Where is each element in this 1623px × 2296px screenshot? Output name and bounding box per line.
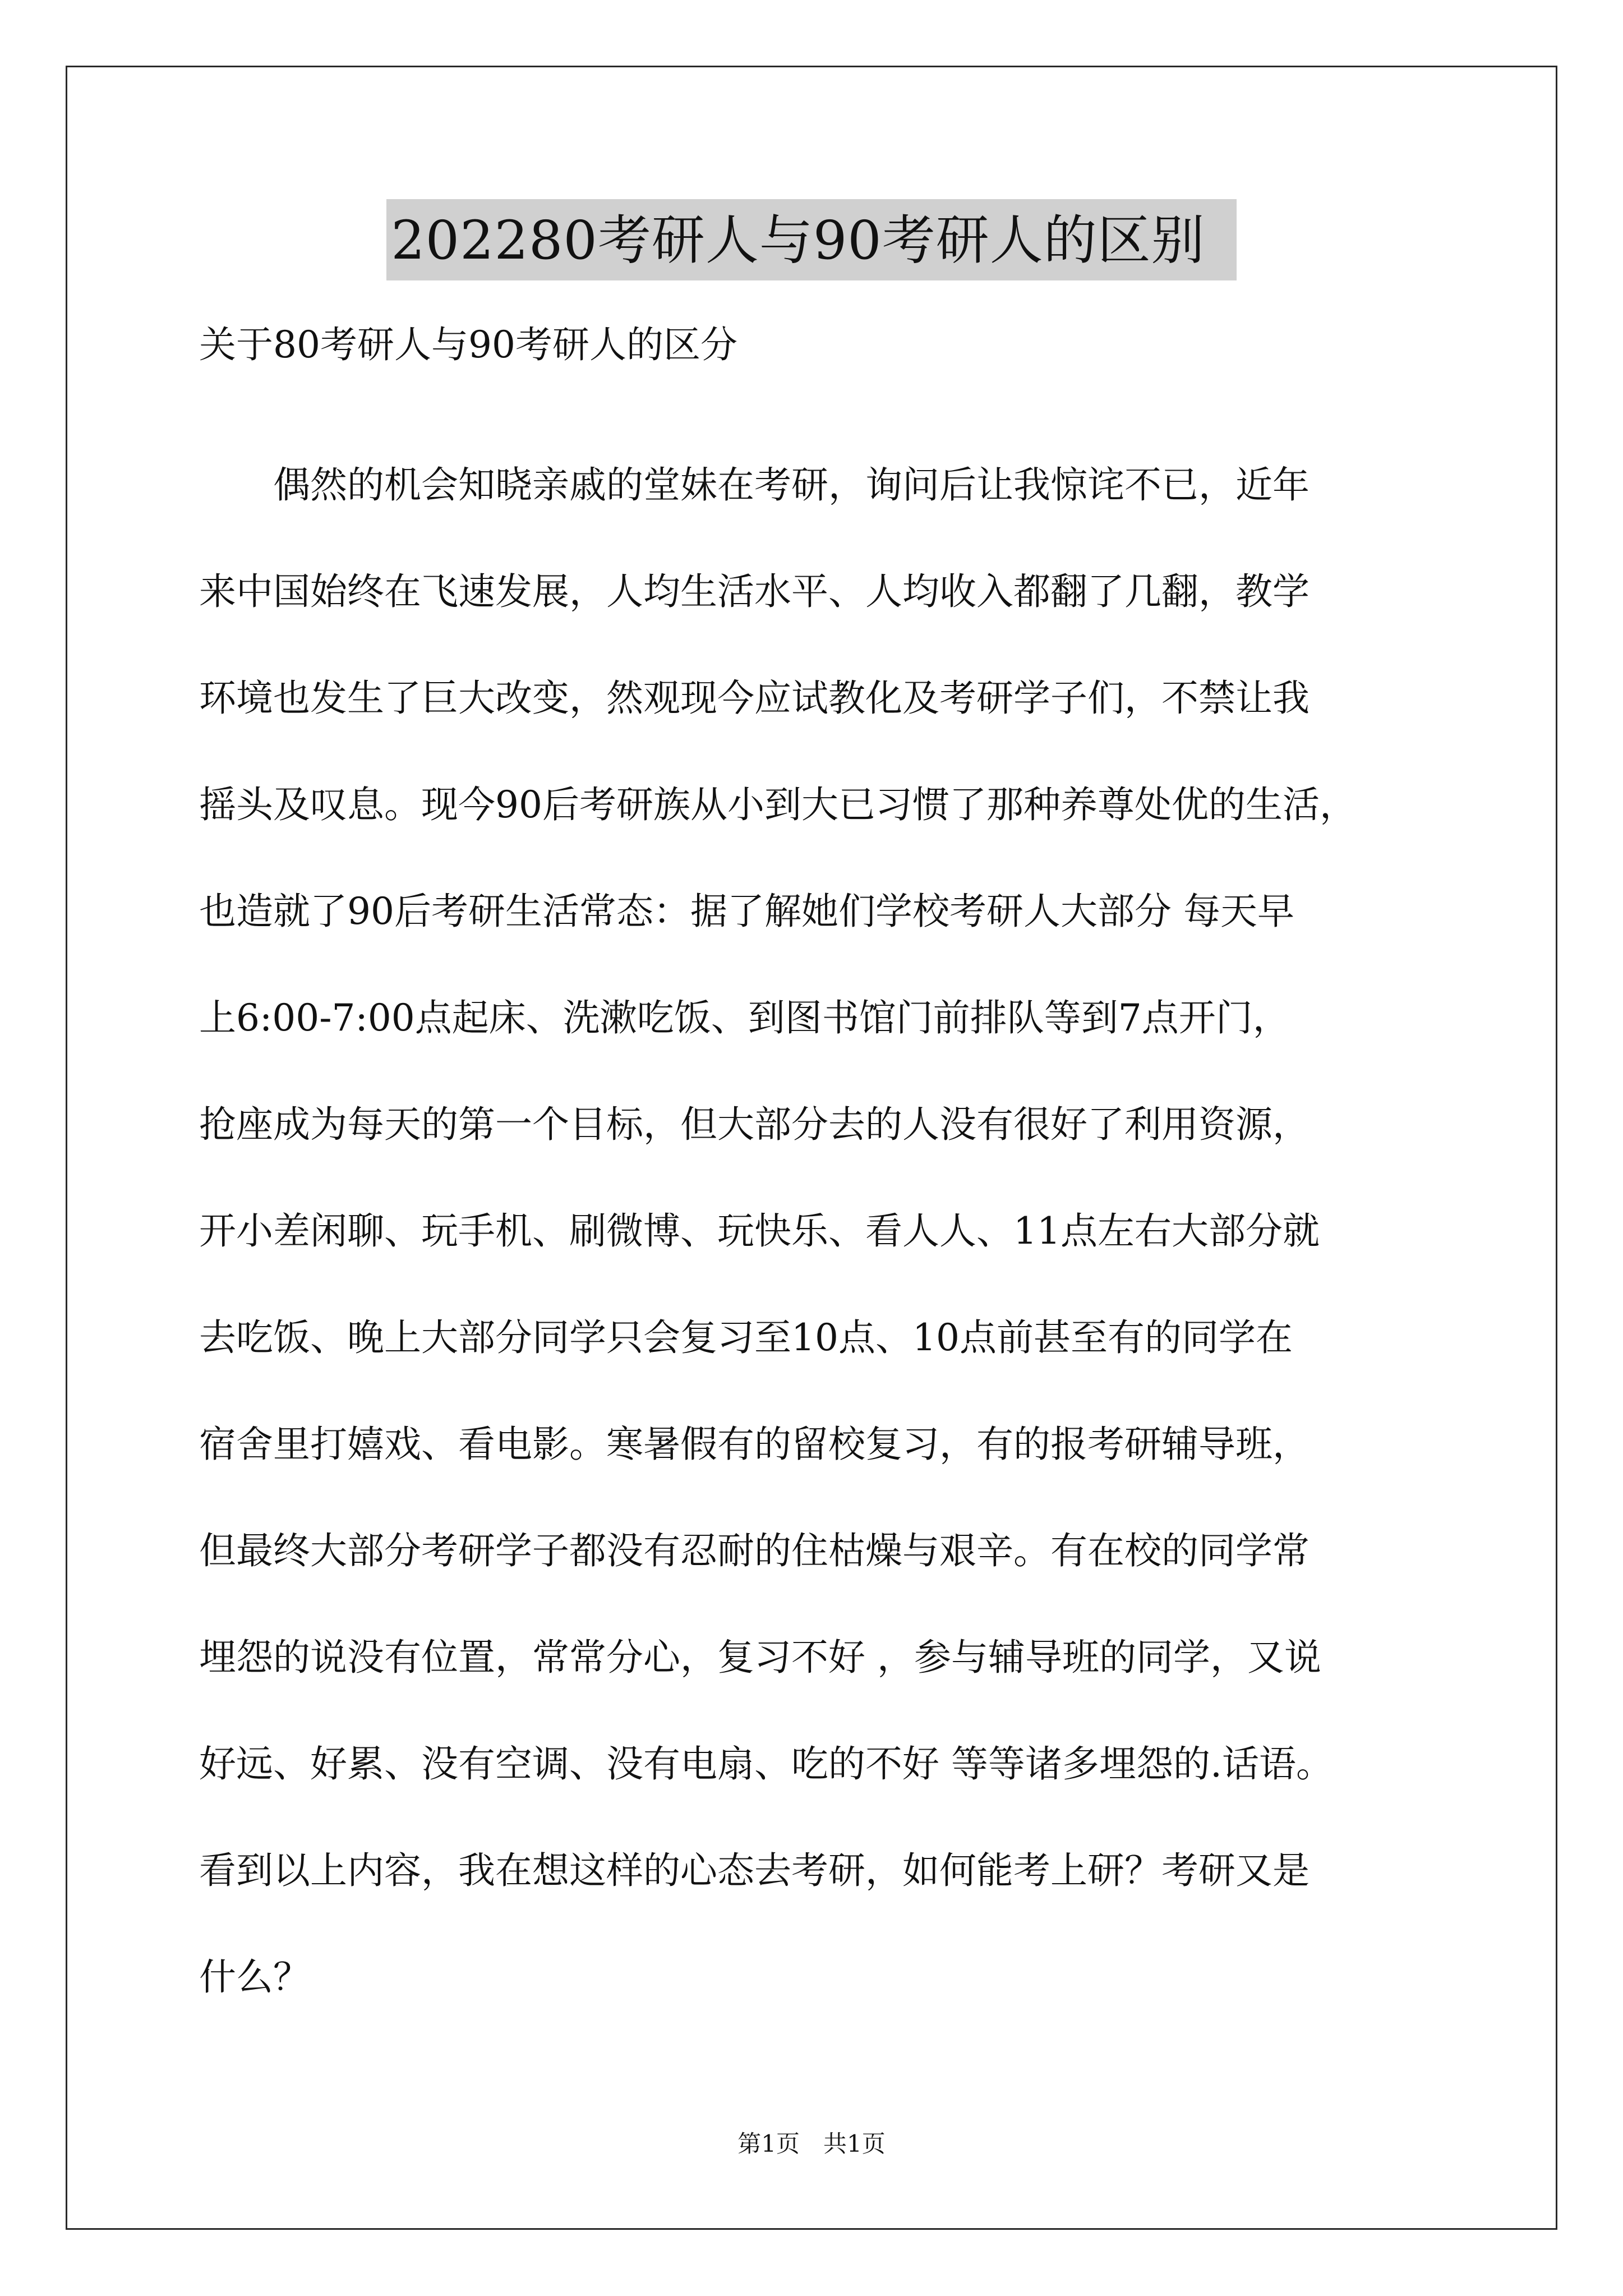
body-line: 但最终大部分考研学子都没有忍耐的住枯燥与艰辛。有在校的同学常 (199, 1529, 1310, 1572)
document-subtitle: 关于80考研人与90考研人的区分 (199, 323, 737, 366)
body-line: 宿舍里打嬉戏、看电影。寒暑假有的留校复习，有的报考研辅导班， (199, 1423, 1310, 1466)
body-line: 摇头及叹息。现今90后考研族从小到大已习惯了那种养尊处优的生活， (199, 783, 1357, 826)
body-line: 环境也发生了巨大改变，然观现今应试教化及考研学子们，不禁让我 (199, 677, 1310, 720)
body-line: 抢座成为每天的第一个目标，但大部分去的人没有很好了利用资源， (199, 1103, 1310, 1146)
body-line: 看到以上内容，我在想这样的心态去考研，如何能考上研？考研又是 (199, 1849, 1310, 1892)
body-line: 偶然的机会知晓亲戚的堂妹在考研，询问后让我惊诧不已，近年 (199, 463, 1310, 507)
body-line: 开小差闲聊、玩手机、刷微博、玩快乐、看人人、11点左右大部分就 (199, 1209, 1320, 1253)
body-line: 好远、好累、没有空调、没有电扇、吃的不好 等等诸多埋怨的.话语。 (199, 1742, 1333, 1786)
title-wrapper (0, 199, 1623, 280)
body-line: 来中国始终在飞速发展，人均生活水平、人均收入都翻了几翻，教学 (199, 570, 1310, 613)
body-line: 也造就了90后考研生活常态：据了解她们学校考研人大部分 每天早 (199, 890, 1294, 933)
page-footer: 第1页 共1页 (737, 2130, 886, 2157)
body-line: 埋怨的说没有位置，常常分心，复习不好 ，参与辅导班的同学，又说 (199, 1636, 1321, 1679)
body-line: 上6:00-7:00点起床、洗漱吃饭、到图书馆门前排队等到7点开门， (199, 996, 1290, 1039)
body-line: 去吃饭、晚上大部分同学只会复习至10点、10点前甚至有的同学在 (199, 1316, 1293, 1359)
body-line: 什么？ (199, 1955, 310, 1999)
document-title: 202280考研人与90考研人的区别 (386, 199, 1237, 280)
